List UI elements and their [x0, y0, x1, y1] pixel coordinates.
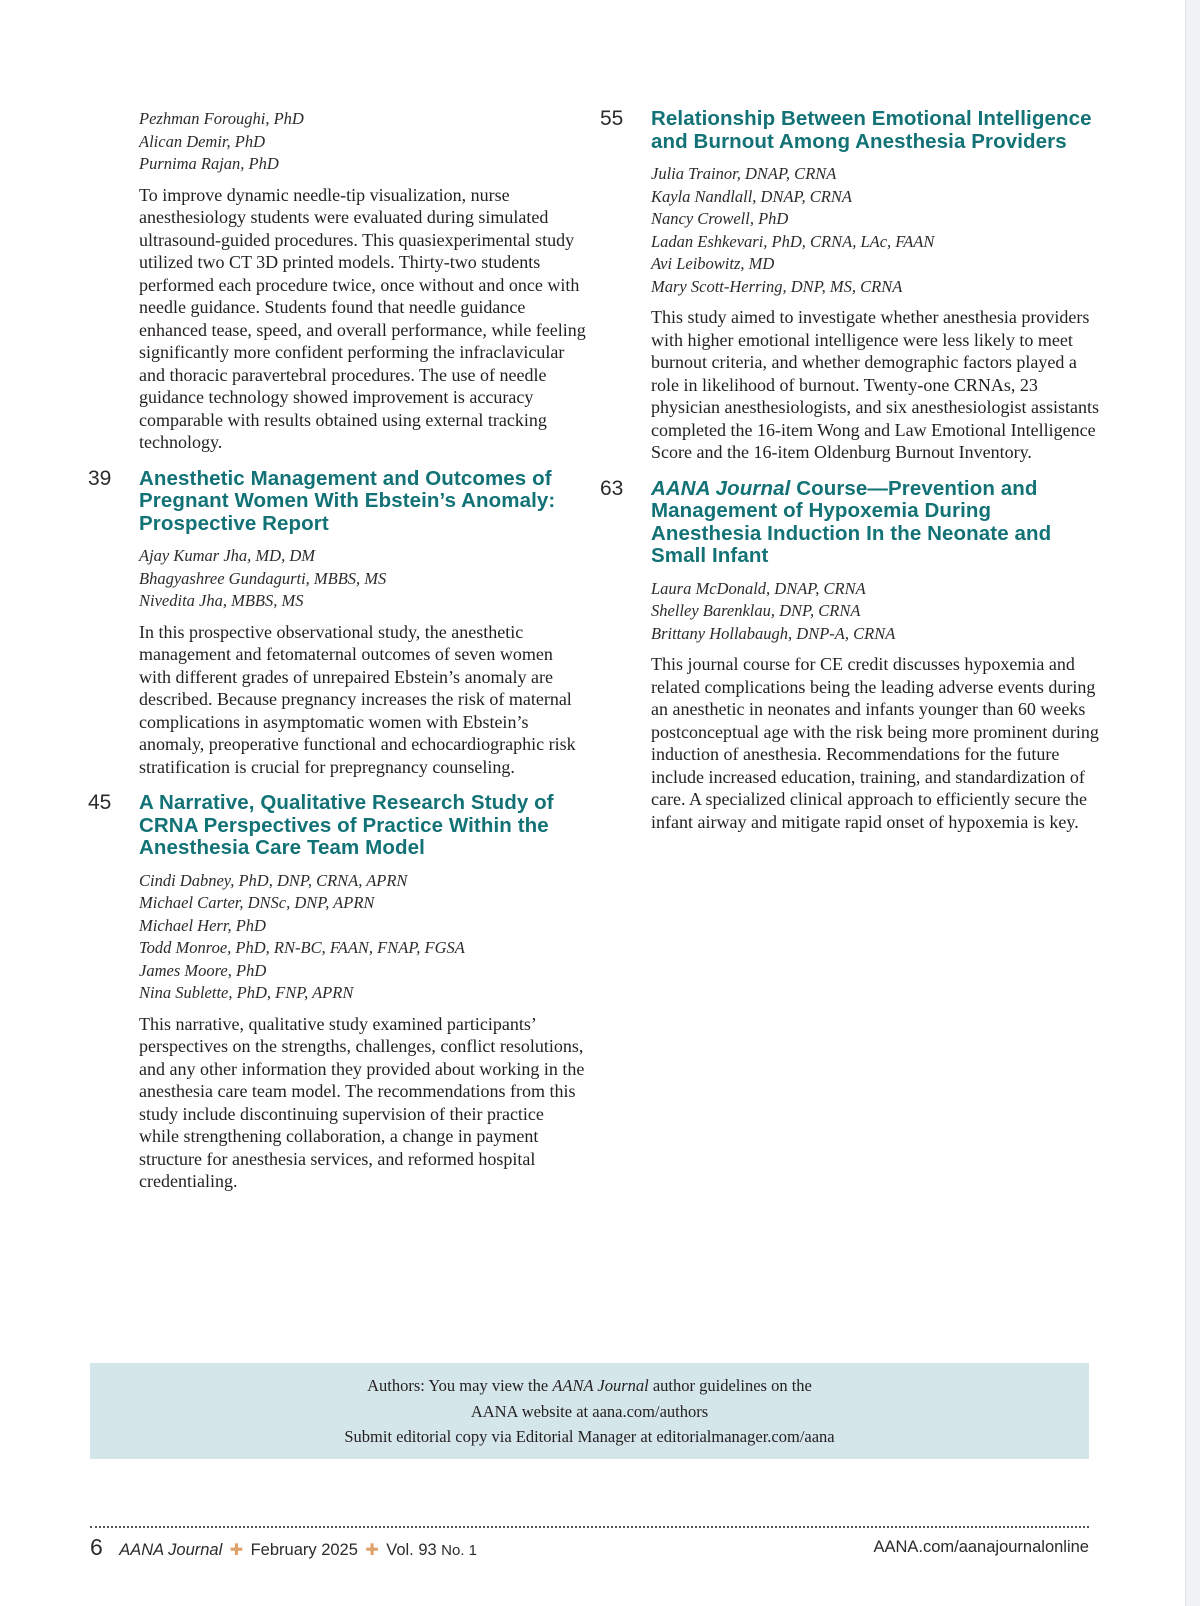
author-list [651, 163, 1100, 298]
entry-heading [88, 468, 588, 536]
footer-divider [90, 1526, 1089, 1528]
notice-text: author guidelines on the [652, 1376, 812, 1395]
abstract: This journal course for CE credit discusses hypoxemia and related complications being the leading adverse events during an anesthetic in neonates and infants younger than 60 weeks postconceptual age with the risk being more prominent during induction of anesthesia. Recommendations for the future include increased education, training, and standardization of care. A specialized clinical approach to efficiently secure the infant airway and mitigate rapid onset of hypoxemia is key. [651, 654, 1099, 832]
footer-issue: No. 1 [441, 1542, 478, 1559]
abstract: This study aimed to investigate whether anesthesia providers with higher emotional intelligence were less likely to meet burnout criteria, and whether demographic factors played a role in likelihood of burnout. Twenty-one CRNAs, 23 physician anesthesiologists, and six anesthesiologist assistants completed the 16-item Wong and Law Emotional Intelligence Score and the 16-item Oldenburg Burnout Inventory. [651, 307, 1099, 462]
author: Alican Demir, PhD [139, 131, 266, 151]
footer-left [90, 1534, 477, 1561]
footer-url[interactable]: AANA.com/aanajournalonline [873, 1538, 1089, 1556]
notice-journal-name: AANA Journal [552, 1376, 649, 1395]
journal-name-italic: AANA Journal [651, 476, 791, 500]
page-number: 39 [88, 466, 112, 490]
author: Pezhman Foroughi, PhD [139, 109, 304, 128]
article-title[interactable]: A Narrative, Qualitative Research Study of CRNA Perspectives of Practice Within the Anesthesia Care Team Model [139, 791, 554, 859]
author: Laura McDonald, DNAP, CRNA [651, 578, 866, 598]
notice-line-3[interactable]: Submit editorial copy via Editorial Manager at editorialmanager.com/aana [344, 1427, 835, 1446]
author: Shelley Barenklau, DNP, CRNA [651, 601, 861, 620]
entry-45 [88, 792, 588, 1193]
author-list [139, 545, 588, 613]
author: Avi Leibowitz, MD [651, 254, 775, 273]
author-guidelines-notice [90, 1363, 1089, 1459]
entry-63 [600, 478, 1100, 834]
article-title[interactable] [651, 478, 1100, 568]
right-column [600, 108, 1100, 845]
notice-line-1 [90, 1373, 1089, 1399]
footer-date: February 2025 [250, 1541, 358, 1559]
page-number: 63 [600, 476, 624, 500]
page-edge-bar [1185, 0, 1200, 1606]
folio-page-number: 6 [90, 1534, 103, 1560]
notice-text: Authors: You may view the [367, 1376, 549, 1395]
author: Bhagyashree Gundagurti, MBBS, MS [139, 568, 387, 588]
entry-55 [600, 108, 1100, 464]
author: Kayla Nandlall, DNAP, CRNA [651, 186, 852, 206]
author: Brittany Hollabaugh, DNP-A, CRNA [651, 623, 896, 643]
abstract: This narrative, qualitative study examined participants’ perspectives on the strengths, challenges, conflict resolutions, and any other information they provided about working in the anesthesia care team model. The recommendations from this study include discontinuing supervision of their practice while strengthening collaboration, a change in payment structure for anesthesia services, and reformed hospital credentialing. [139, 1013, 585, 1191]
entry-heading [600, 108, 1100, 153]
author-list [651, 578, 1100, 646]
author: Todd Monroe, PhD, RN-BC, FAAN, FNAP, FGSA [139, 938, 465, 957]
footer-journal-name: AANA Journal [119, 1541, 223, 1559]
author: Michael Carter, DNSc, DNP, APRN [139, 893, 375, 912]
page-number: 45 [88, 791, 112, 814]
author: Mary Scott-Herring, DNP, MS, CRNA [651, 276, 903, 296]
entry-heading [600, 478, 1100, 568]
author: Nina Sublette, PhD, FNP, APRN [139, 983, 354, 1002]
article-title-text: Course—Prevention and Management of Hypoxemia During Anesthesia Induction In the Neonate and Small Infant [651, 476, 1052, 567]
plus-separator-icon: ✚ [229, 1542, 244, 1559]
abstract: To improve dynamic needle-tip visualization, nurse anesthesiology students were evaluated during simulated ultrasound-guided procedures. This quasiexperimental study utilized two CT 3D printed models. Thirty-two students performed each procedure twice, once without and once with needle guidance. Students found that needle guidance enhanced tease, speed, and overall performance, while feeling significantly more confident performing the infraclavicular and thoracic paravertebral procedures. The use of needle guidance technology showed improvement is accuracy comparable with results obtained using external tracking technology. [139, 184, 586, 452]
author: Nancy Crowell, PhD [651, 209, 789, 228]
article-title[interactable]: Relationship Between Emotional Intelligence and Burnout Among Anesthesia Providers [651, 107, 1092, 153]
author-list [139, 108, 588, 176]
author: Ladan Eshkevari, PhD, CRNA, LAc, FAAN [651, 231, 935, 251]
author: James Moore, PhD [139, 960, 267, 980]
left-column [88, 108, 588, 1205]
entry-39 [88, 468, 588, 779]
notice-line-2[interactable]: AANA website at aana.com/authors [470, 1401, 709, 1421]
abstract: In this prospective observational study, the anesthetic management and fetomaternal outcomes of seven women with different grades of unrepaired Ebstein’s anomaly are described. Because pregnancy increases the risk of maternal complications in asymptomatic women with Ebstein’s anomaly, preoperative functional and echocardiographic risk stratification is crucial for prepregnancy counseling. [139, 621, 576, 777]
plus-separator-icon: ✚ [365, 1542, 379, 1559]
page-footer [90, 1534, 1089, 1564]
author: Nivedita Jha, MBBS, MS [139, 591, 304, 610]
author: Purnima Rajan, PhD [139, 154, 279, 173]
author: Michael Herr, PhD [139, 915, 266, 935]
footer-volume: Vol. 93 [386, 1541, 437, 1559]
page-number: 55 [600, 107, 624, 130]
author: Ajay Kumar Jha, MD, DM [139, 546, 315, 565]
entry-continued [88, 108, 588, 454]
article-title[interactable]: Anesthetic Management and Outcomes of Pregnant Women With Ebstein’s Anomaly: Prospective Report [139, 466, 556, 535]
author-list [139, 870, 588, 1005]
author: Cindi Dabney, PhD, DNP, CRNA, APRN [139, 870, 408, 890]
entry-heading [88, 792, 588, 860]
author: Julia Trainor, DNAP, CRNA [651, 164, 837, 183]
